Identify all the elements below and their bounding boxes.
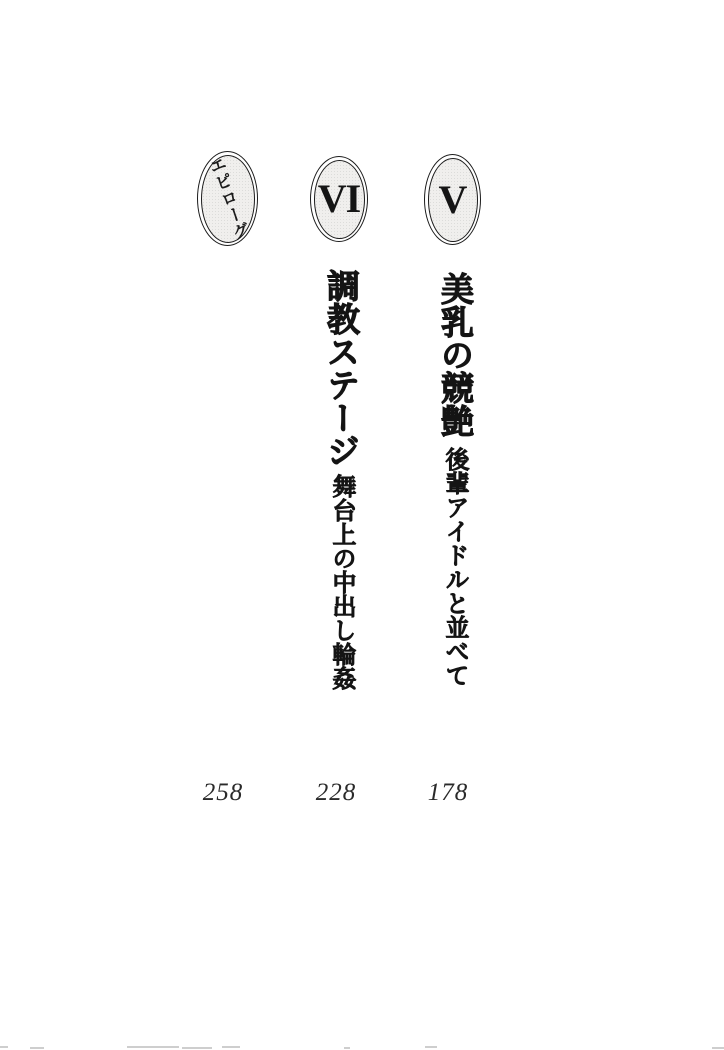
chapter-5-badge xyxy=(424,154,481,245)
epilogue-badge-inner xyxy=(201,155,255,243)
scan-artifact xyxy=(344,1047,350,1049)
chapter-6-badge-inner xyxy=(314,160,365,239)
scan-artifact xyxy=(182,1047,212,1049)
chapter-5-page-number: 178 xyxy=(427,779,469,806)
epilogue-badge xyxy=(197,151,258,246)
chapter-6-title: 調教ステージ xyxy=(323,269,360,467)
scan-artifact xyxy=(712,1047,724,1049)
chapter-5-subtitle: 後輩アイドルと並べて xyxy=(441,447,468,687)
scan-artifact xyxy=(222,1046,240,1048)
chapter-6-subtitle: 舞台上の中出し輪姦 xyxy=(328,474,355,690)
chapter-6-page-number: 228 xyxy=(315,779,357,806)
epilogue-label: エピローグ xyxy=(204,154,251,243)
epilogue-page-number: 258 xyxy=(202,779,244,806)
scan-artifact xyxy=(30,1047,44,1049)
chapter-5-title: 美乳の競艶 xyxy=(437,272,474,437)
scan-artifact xyxy=(425,1046,437,1048)
scan-artifact xyxy=(0,1046,8,1048)
scan-artifact xyxy=(127,1046,179,1048)
chapter-5-badge-inner xyxy=(428,158,478,242)
chapter-5-numeral: V xyxy=(438,176,467,222)
chapter-6-numeral: VI xyxy=(317,176,361,221)
chapter-6-badge xyxy=(310,156,368,242)
